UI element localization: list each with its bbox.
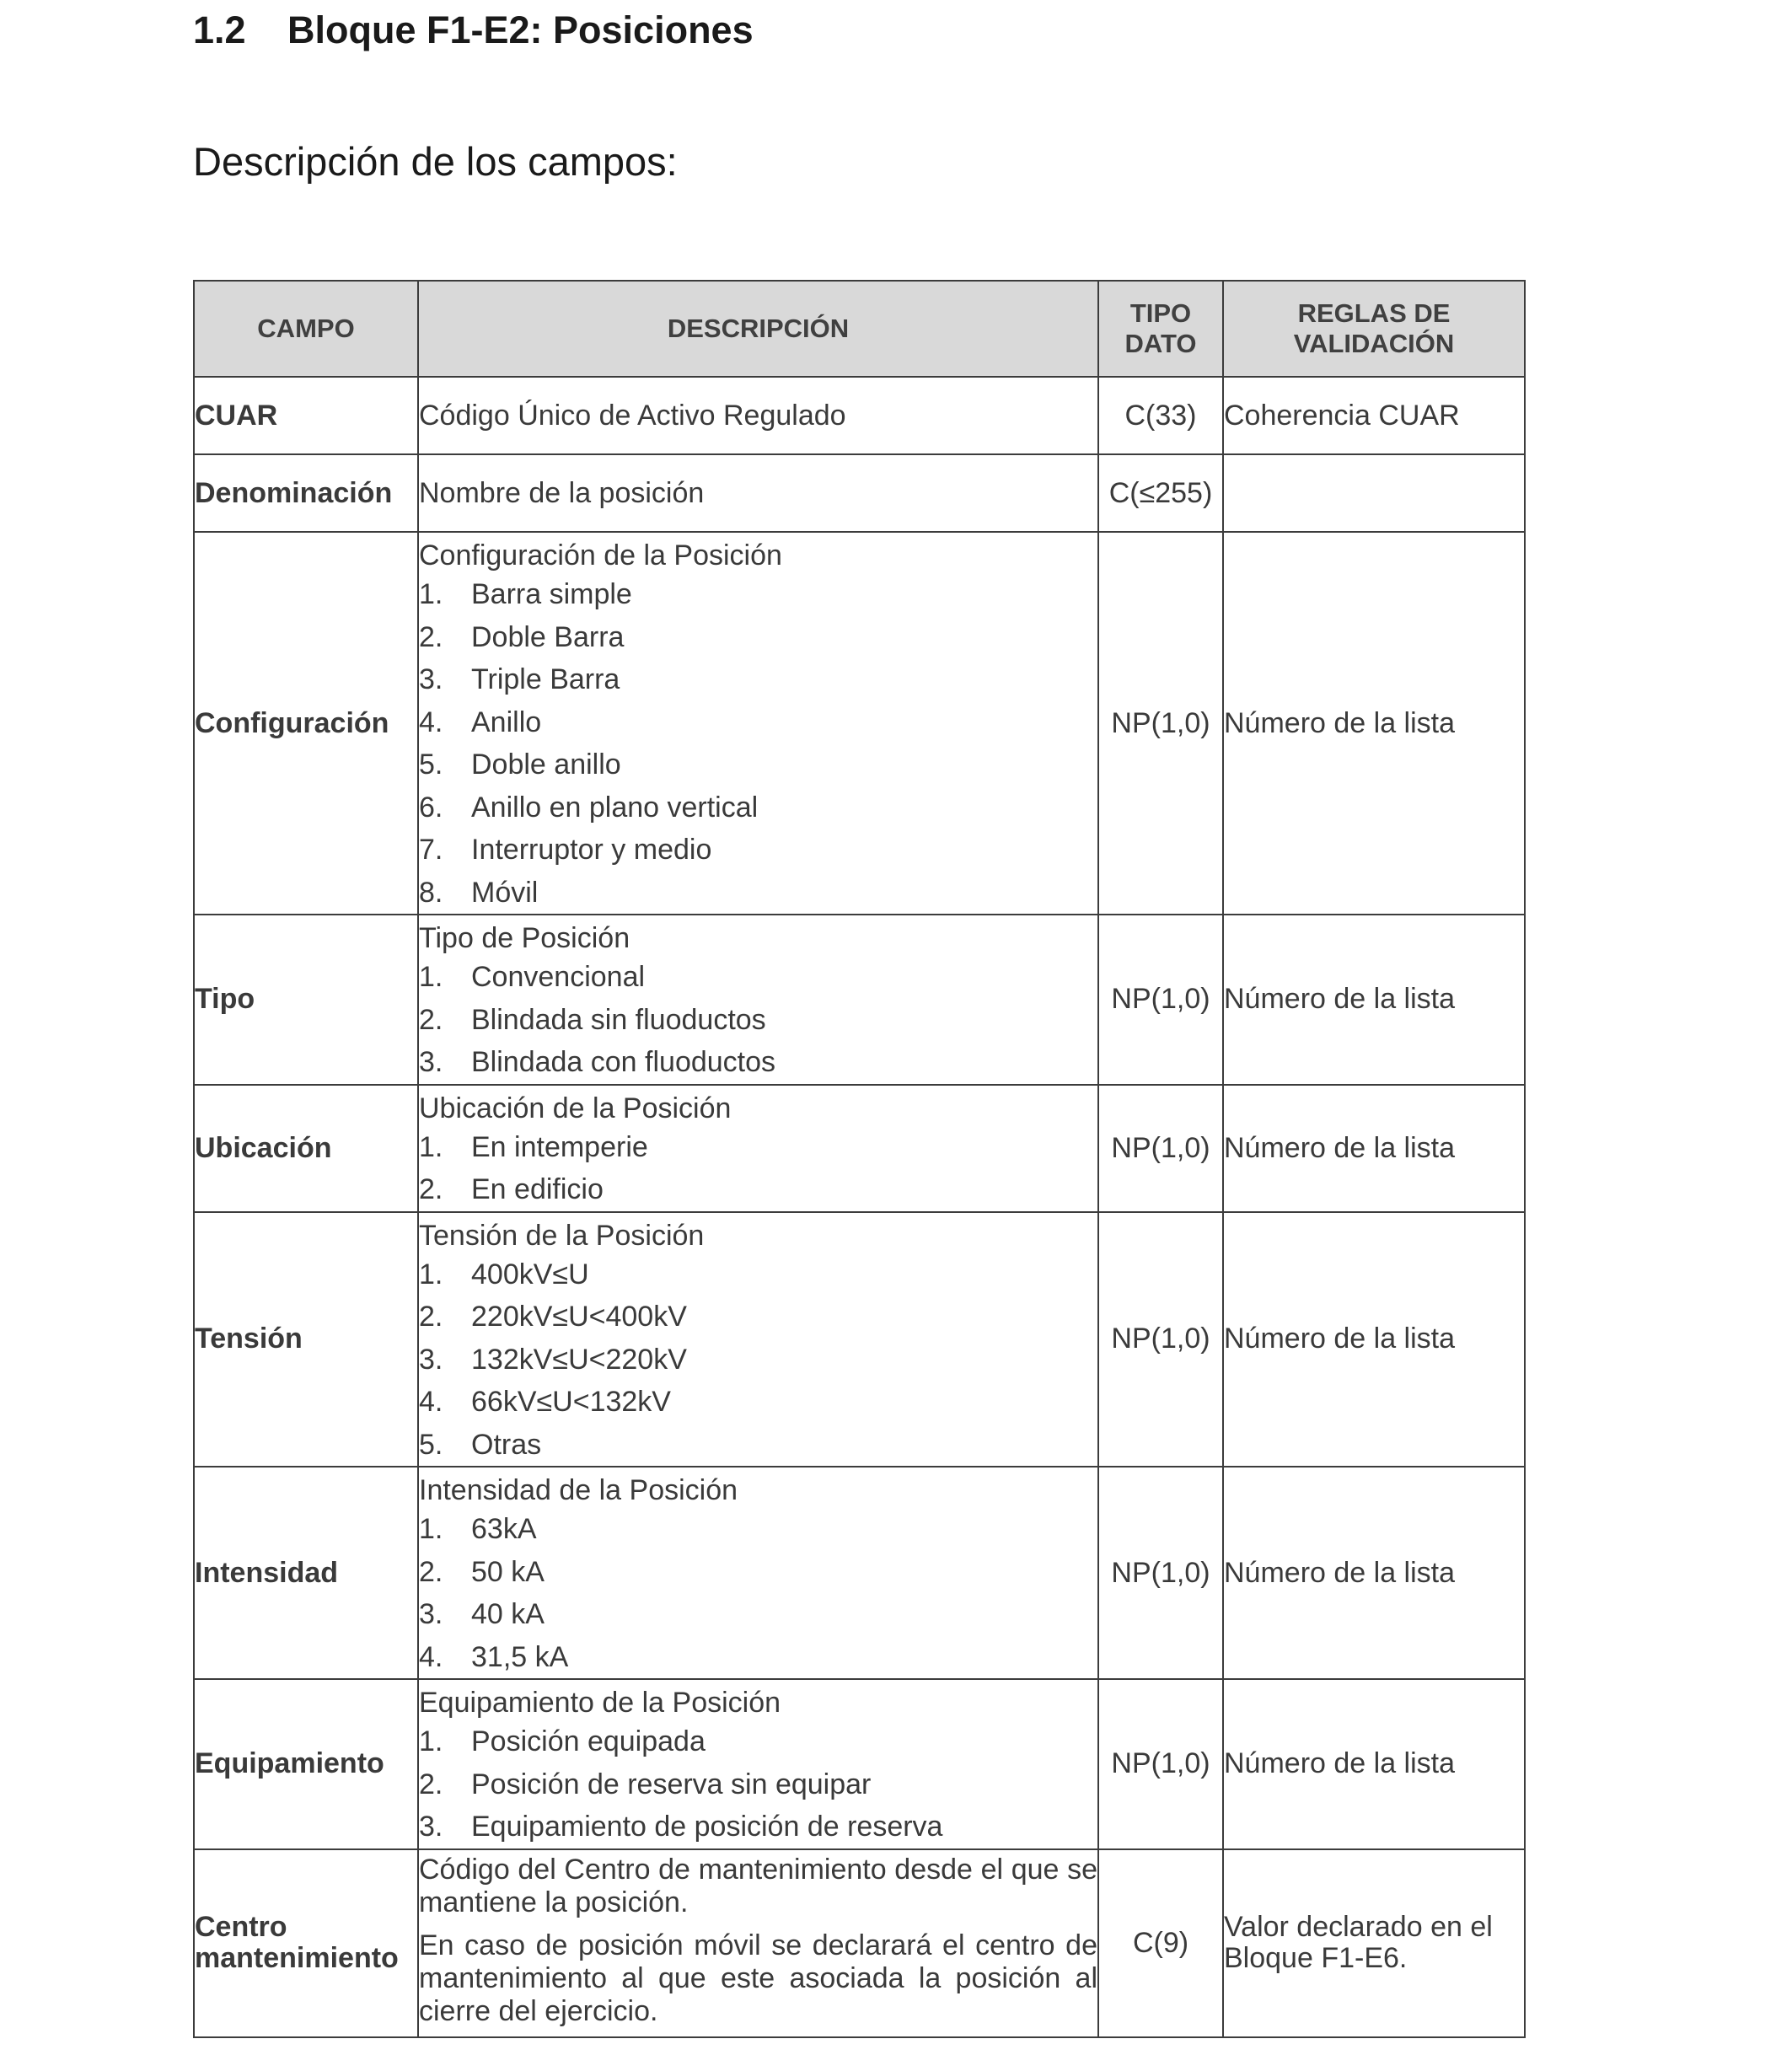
campo-cell: Tensión: [194, 1212, 418, 1467]
list-item: 2. 50 kA: [419, 1555, 545, 1588]
list-item: 1. 63kA: [419, 1513, 537, 1545]
option-list: [419, 1126, 1097, 1211]
list-item: 1. En intemperie: [419, 1130, 648, 1163]
table-row: [194, 1085, 1525, 1212]
section-heading: [193, 8, 754, 52]
description-paragraph: Código del Centro de mantenimiento desde el que se mantiene la posición.: [419, 1853, 1097, 1918]
list-item: 2. En edificio: [419, 1173, 604, 1205]
description-paragraph: En caso de posición móvil se declarará el centro de mantenimiento al que este asociada la posición al cierre del ejercicio.: [419, 1929, 1097, 2027]
list-item: 3. 40 kA: [419, 1598, 545, 1630]
descripcion-cell: [418, 1467, 1098, 1679]
tipo-cell: NP(1,0): [1098, 1212, 1223, 1467]
reglas-cell: [1223, 454, 1525, 532]
list-item: 3. Blindada con fluoductos: [419, 1046, 776, 1078]
option-list: [419, 1253, 1097, 1467]
list-item: 4. 66kV≤U<132kV: [419, 1386, 671, 1418]
list-item: 5. Otras: [419, 1428, 542, 1461]
campo-cell: Centro mantenimiento: [194, 1849, 418, 2037]
table-row: [194, 1679, 1525, 1849]
descripcion-cell: [418, 532, 1098, 915]
tipo-cell: NP(1,0): [1098, 1085, 1223, 1212]
tipo-cell: NP(1,0): [1098, 915, 1223, 1085]
header-row: [194, 281, 1525, 377]
reglas-cell: Número de la lista: [1223, 915, 1525, 1085]
fields-table: [193, 280, 1526, 2038]
header-reglas: REGLAS DE VALIDACIÓN: [1223, 281, 1525, 377]
list-item: 2. Posición de reserva sin equipar: [419, 1768, 872, 1800]
reglas-cell: Valor declarado en el Bloque F1-E6.: [1223, 1849, 1525, 2037]
table-row: [194, 1467, 1525, 1679]
list-item: 2. 220kV≤U<400kV: [419, 1301, 687, 1333]
option-list-title: Ubicación de la Posición: [419, 1092, 732, 1124]
reglas-cell: Número de la lista: [1223, 1467, 1525, 1679]
reglas-cell: Número de la lista: [1223, 532, 1525, 915]
option-list: [419, 1508, 1097, 1678]
section-number: 1.2: [193, 8, 246, 51]
list-item: 2. Blindada sin fluoductos: [419, 1003, 766, 1036]
descripcion-cell: [418, 1085, 1098, 1212]
tipo-cell: C(33): [1098, 377, 1223, 454]
header-descripcion: DESCRIPCIÓN: [418, 281, 1098, 377]
reglas-cell: Coherencia CUAR: [1223, 377, 1525, 454]
campo-cell: Tipo: [194, 915, 418, 1085]
tipo-cell: C(≤255): [1098, 454, 1223, 532]
table-row: [194, 377, 1525, 454]
list-item: 5. Doble anillo: [419, 748, 621, 781]
table-row: [194, 532, 1525, 915]
descripcion-cell: Nombre de la posición: [418, 454, 1098, 532]
list-item: 1. Convencional: [419, 961, 646, 993]
tipo-cell: NP(1,0): [1098, 1679, 1223, 1849]
descripcion-cell: [418, 1679, 1098, 1849]
reglas-cell: Número de la lista: [1223, 1212, 1525, 1467]
list-item: 3. Triple Barra: [419, 663, 620, 695]
reglas-cell: Número de la lista: [1223, 1085, 1525, 1212]
option-list: [419, 573, 1097, 914]
tipo-cell: C(9): [1098, 1849, 1223, 2037]
reglas-cell: Número de la lista: [1223, 1679, 1525, 1849]
option-list-title: Intensidad de la Posición: [419, 1474, 738, 1506]
descripcion-cell: [418, 1212, 1098, 1467]
option-list-title: Tensión de la Posición: [419, 1219, 705, 1252]
list-item: 3. 132kV≤U<220kV: [419, 1343, 687, 1376]
header-campo: CAMPO: [194, 281, 418, 377]
list-item: 2. Doble Barra: [419, 620, 625, 653]
campo-cell: Intensidad: [194, 1467, 418, 1679]
tipo-cell: NP(1,0): [1098, 1467, 1223, 1679]
intro-text: Descripción de los campos:: [193, 139, 678, 184]
campo-cell: Configuración: [194, 532, 418, 915]
option-list: [419, 956, 1097, 1084]
list-item: 1. 400kV≤U: [419, 1258, 589, 1290]
option-list: [419, 1720, 1097, 1848]
list-item: 4. 31,5 kA: [419, 1640, 569, 1673]
list-item: 1. Barra simple: [419, 578, 632, 610]
table-row: [194, 1849, 1525, 2037]
table-row: [194, 454, 1525, 532]
descripcion-cell: Código Único de Activo Regulado: [418, 377, 1098, 454]
list-item: 4. Anillo: [419, 706, 542, 738]
descripcion-cell: [418, 915, 1098, 1085]
campo-cell: Ubicación: [194, 1085, 418, 1212]
header-tipo-dato: TIPO DATO: [1098, 281, 1223, 377]
table-row: [194, 915, 1525, 1085]
tipo-cell: NP(1,0): [1098, 532, 1223, 915]
list-item: 8. Móvil: [419, 876, 539, 909]
list-item: 1. Posición equipada: [419, 1725, 706, 1757]
campo-cell: Equipamiento: [194, 1679, 418, 1849]
list-item: 7. Interruptor y medio: [419, 834, 712, 866]
list-item: 6. Anillo en plano vertical: [419, 791, 759, 824]
section-title: Bloque F1-E2: Posiciones: [287, 8, 754, 51]
list-item: 3. Equipamiento de posición de reserva: [419, 1811, 943, 1843]
option-list-title: Equipamiento de la Posición: [419, 1687, 781, 1719]
campo-cell: CUAR: [194, 377, 418, 454]
table-row: [194, 1212, 1525, 1467]
descripcion-cell: [418, 1849, 1098, 2037]
campo-cell: Denominación: [194, 454, 418, 532]
option-list-title: Tipo de Posición: [419, 922, 630, 954]
option-list-title: Configuración de la Posición: [419, 539, 782, 571]
